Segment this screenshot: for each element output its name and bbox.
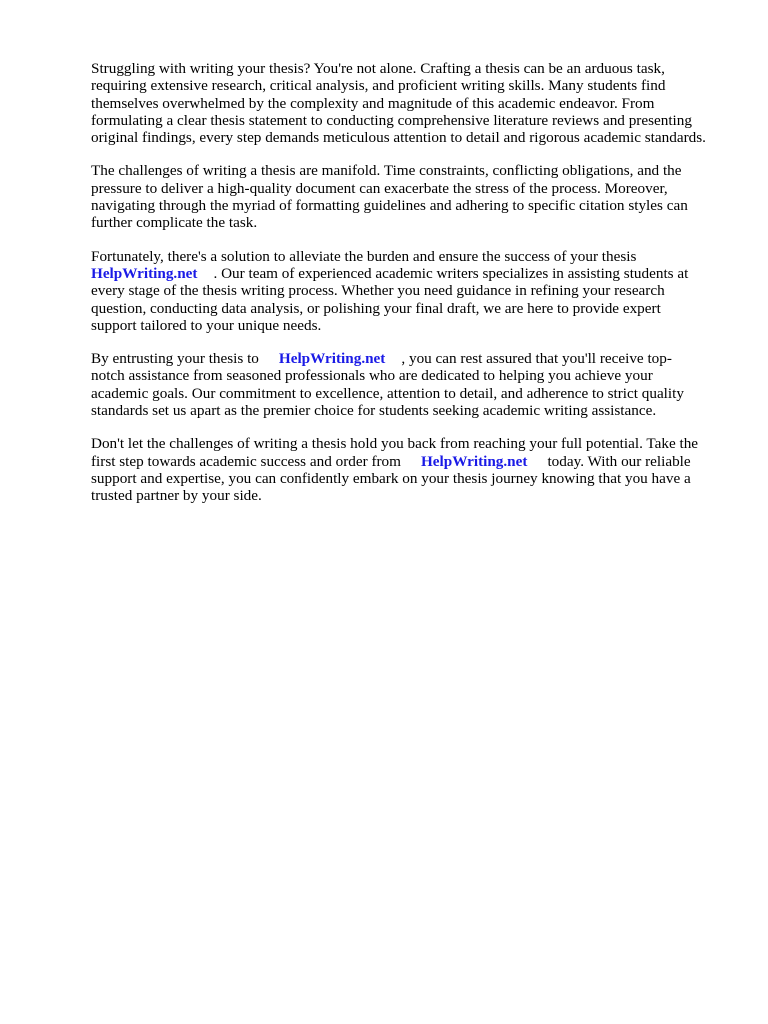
paragraph-cta-text-before: Don't let the challenges of writing a thesis hold you back from reaching your full potential. Take the first step towards academic success and order from xyxy=(91,435,699,470)
paragraph-call-to-action xyxy=(91,435,720,504)
paragraph-entrusting-text-after: , you can rest assured that you'll receive top- notch assistance from seasoned professionals who are dedicated to helping you achieve your academic goals. Our commitment to excellence, attention to detail, and adherence to strict quality standards set us apart as the premier choice for students seeking academic writing assistance. xyxy=(91,350,684,420)
helpwriting-link-3[interactable]: HelpWriting.net xyxy=(420,452,528,470)
paragraph-challenges: The challenges of writing a thesis are manifold. Time constraints, conflicting obligations, and the pressure to deliver a high-quality document can exacerbate the stress of the process. Moreover, navigating through the myriad of formatting guidelines and adhering to specific citation styles can further complicate the task. xyxy=(91,162,688,232)
helpwriting-link-2[interactable]: HelpWriting.net xyxy=(278,350,386,368)
paragraph-cta-text-after: today. With our reliable support and expertise, you can confidently embark on your thesis journey knowing that you have a trusted partner by your side. xyxy=(91,452,691,505)
paragraph-solution-text-after: . Our team of experienced academic writers specializes in assisting students at every stage of the thesis writing process. Whether you need guidance in refining your research question, conducting data analysis, or polishing your final draft, we are here to provide expert support tailored to your unique needs. xyxy=(91,264,689,334)
paragraph-solution-text-before: Fortunately, there's a solution to alleviate the burden and ensure the success of your thesis xyxy=(91,247,637,265)
paragraph-entrusting xyxy=(91,350,720,419)
helpwriting-link-1[interactable]: HelpWriting.net xyxy=(91,264,198,282)
paragraph-entrusting-text-before: By entrusting your thesis to xyxy=(91,350,259,368)
paragraph-intro: Struggling with writing your thesis? You're not alone. Crafting a thesis can be an arduous task, requiring extensive research, critical analysis, and proficient writing skills. Many students find themselves overwhelmed by the complexity and magnitude of this academic endeavor. From formulating a clear thesis statement to conducting comprehensive literature reviews and presenting original findings, every step demands meticulous attention to detail and rigorous academic standards. xyxy=(91,60,706,147)
paragraph-solution xyxy=(91,248,720,334)
